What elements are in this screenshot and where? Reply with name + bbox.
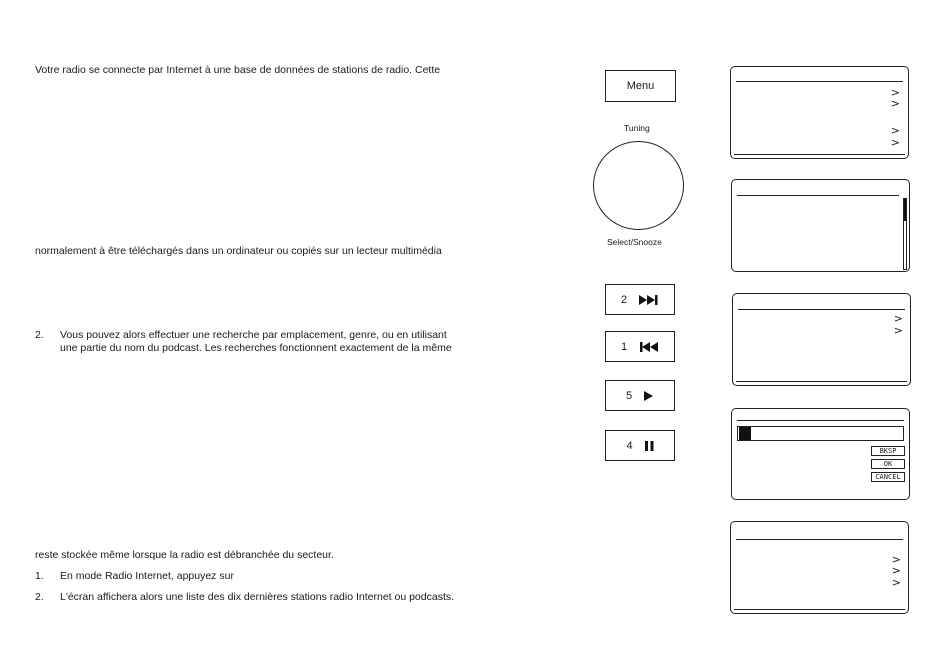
scrollbar[interactable] bbox=[903, 198, 907, 270]
step-text: En mode Radio Internet, appuyez sur bbox=[60, 570, 234, 582]
preset-2-next-button[interactable] bbox=[605, 284, 675, 315]
step-number: 2. bbox=[35, 329, 44, 341]
text-entry-field[interactable] bbox=[737, 426, 904, 441]
lcd-screen-menu bbox=[730, 66, 909, 159]
button-number: 5 bbox=[625, 389, 633, 402]
chevron-right-icon: > bbox=[893, 312, 903, 325]
play-icon bbox=[644, 391, 654, 401]
text-line-memory: reste stockée même lorsque la radio est débranchée du secteur. bbox=[35, 549, 334, 561]
chevron-right-icon: > bbox=[890, 136, 900, 149]
chevron-right-icon: > bbox=[890, 86, 900, 99]
text-line-downloads: normalement à être téléchargés dans un ordinateur ou copiés sur un lecteur multimédia bbox=[35, 245, 442, 257]
lcd-screen-list bbox=[731, 179, 910, 272]
lcd-screen-search bbox=[732, 293, 911, 386]
skip-previous-icon bbox=[639, 342, 659, 352]
ok-button[interactable]: OK bbox=[871, 459, 905, 469]
button-number: 1 bbox=[620, 340, 628, 353]
chevron-right-icon: > bbox=[890, 97, 900, 110]
menu-button[interactable] bbox=[605, 70, 676, 102]
tuning-knob[interactable] bbox=[593, 141, 684, 230]
button-number: 2 bbox=[620, 293, 628, 306]
select-snooze-label: Select/Snooze bbox=[607, 237, 662, 247]
header-divider bbox=[736, 81, 903, 82]
chevron-right-icon: > bbox=[890, 124, 900, 137]
chevron-right-icon: > bbox=[891, 576, 901, 589]
lcd-screen-history bbox=[730, 521, 909, 614]
lcd-screen-keyboard bbox=[731, 408, 910, 500]
preset-1-previous-button[interactable] bbox=[605, 331, 675, 362]
step-text: une partie du nom du podcast. Les recherches fonctionnent exactement de la même bbox=[60, 342, 452, 354]
chevron-right-icon: > bbox=[893, 324, 903, 337]
preset-4-pause-button[interactable] bbox=[605, 430, 675, 461]
preset-5-play-button[interactable] bbox=[605, 380, 675, 411]
step-text: Vous pouvez alors effectuer une recherche par emplacement, genre, ou en utilisant bbox=[60, 329, 447, 341]
header-divider bbox=[737, 195, 899, 196]
text-cursor bbox=[739, 427, 751, 440]
skip-next-icon bbox=[639, 295, 659, 305]
step-text: L'écran affichera alors une liste des dix dernières stations radio Internet ou podcasts. bbox=[60, 591, 455, 603]
step-number: 1. bbox=[35, 570, 44, 582]
header-divider bbox=[736, 539, 903, 540]
pause-icon bbox=[645, 441, 654, 451]
footer-divider bbox=[736, 381, 907, 382]
cancel-button[interactable]: CANCEL bbox=[871, 472, 905, 482]
scrollbar-thumb[interactable] bbox=[904, 199, 906, 221]
footer-divider bbox=[734, 609, 905, 610]
header-divider bbox=[737, 420, 904, 421]
footer-divider bbox=[734, 154, 905, 155]
text-line-intro: Votre radio se connecte par Internet à une base de données de stations de radio. Cette bbox=[35, 64, 441, 76]
button-number: 4 bbox=[626, 439, 633, 452]
menu-button-label: Menu bbox=[626, 80, 655, 92]
step-number: 2. bbox=[35, 591, 44, 603]
chevron-right-icon: > bbox=[891, 564, 901, 577]
header-divider bbox=[738, 309, 905, 310]
chevron-right-icon: > bbox=[891, 553, 901, 566]
tuning-label: Tuning bbox=[624, 123, 650, 133]
backspace-button[interactable]: BKSP bbox=[871, 446, 905, 456]
